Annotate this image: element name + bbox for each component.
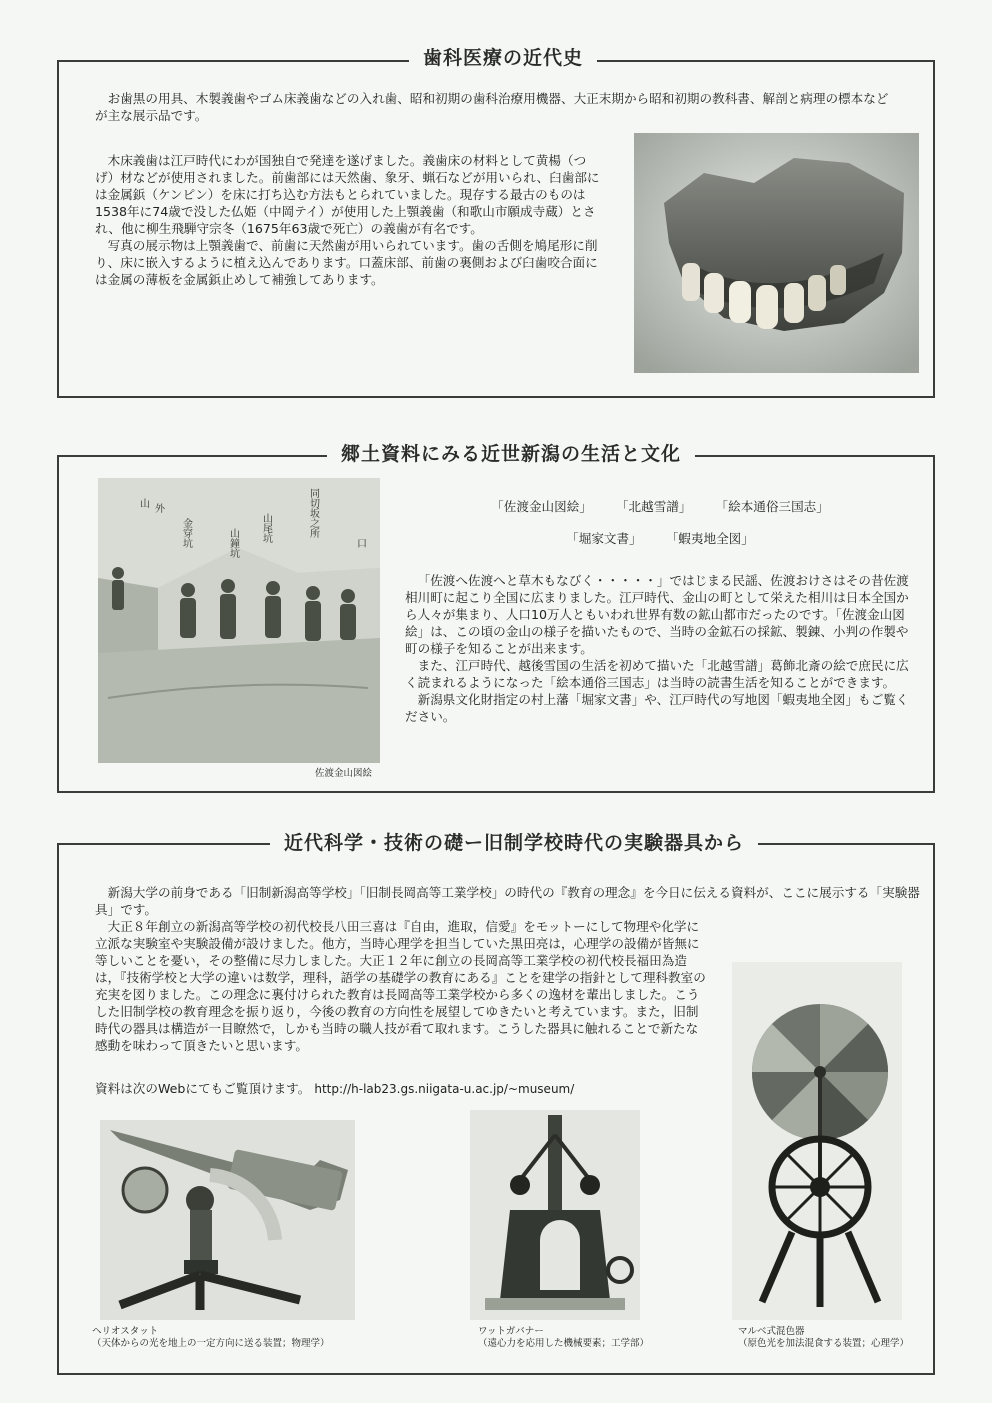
books-row-1 (400, 496, 920, 515)
web-text: 資料は次のWebにてもご覧頂けます。 (95, 1081, 311, 1096)
scroll-label-4: 同切坂之所 (307, 488, 319, 538)
scroll-label-2: 山鐘坑 (227, 528, 239, 558)
sado-kinzan-scroll-image (98, 478, 380, 763)
book-title: 「絵本通俗三国志」 (715, 499, 829, 514)
museum-web-link[interactable]: http://h-lab23.gs.niigata-u.ac.jp/~museum/ (314, 1082, 575, 1096)
books-row-2 (400, 528, 920, 547)
watt-governor-desc: （遠心力を応用した機械要素；工学部） (478, 1338, 650, 1349)
wooden-denture-photo (634, 133, 919, 373)
scroll-label-6: 外 (152, 503, 164, 513)
intro-text: お歯黒の用具、木製義歯やゴム床義歯などの入れ歯、昭和初期の歯科治療用機器、大正末期から昭和初期の教科書、解剖と病理の標本などが主な展示品です。 (95, 91, 889, 123)
education-philosophy-text: 大正８年創立の新潟高等学校の初代校長八田三喜は『自由，進取，信愛』をモットーにして物理や化学に立派な実験室や実験設備が設けました。他方，当時心理学を担当していた黒田亮は，心理学の設備が皆無に等しいことを憂い，その整備に尽力しました。大正１２年に創立の長岡高等工業学校の初代校長福田為造は，『技術学校と大学の違いは数学，理科，語学の基礎学の教育にある』ことを建学の指針として理科教室の充実を図りました。この理念に裏付けられた教育は長岡高等工業学校から多くの逸材を輩出しました。こうした旧制学校の教育理念を振り返り，今後の教育の方向性を展望してゆきたいと考えています。また，旧制時代の器具は構造が一目瞭然で，しかも当時の職人技が看て取れます。こうした器具に触れることで新たな感動を味わって頂きたいと思います。 (95, 919, 706, 1053)
exhibit-denture-text: 写真の展示物は上顎義歯で、前歯に天然歯が用いられています。歯の舌側を鳩尾形に削り、床に嵌入するように植え込んであります。口蓋床部、前歯の裏側および臼歯咬合面には金属の薄板を金属鋲止めして補強してあります。 (95, 238, 598, 287)
web-reference (95, 1080, 715, 1098)
scroll-label-3: 山尾坑 (260, 513, 272, 543)
book-title: 「佐渡金山図絵」 (491, 499, 592, 514)
wooden-denture-text: 木床義歯は江戸時代にわが国独自で発達を遂げました。義歯床の材料として黄楊（つげ）材などが使用されました。前歯部には天然歯、象牙、蝋石などが用いられ、臼歯部には金属鋲（ケンピン）を床に打ち込む方法もとられていました。現存する最古のものは1538年に74歳で没した仏姫（中岡テイ）が使用した上顎義歯（和歌山市願成寺蔵）とされ、他に柳生飛騨守宗冬（1675年63歳で死亡）の義歯が有名です。 (95, 153, 600, 236)
dental-history-title: 歯科医療の近代史 (409, 46, 597, 70)
watt-governor-photo (470, 1110, 640, 1320)
heliostat-caption (92, 1326, 330, 1350)
sado-kinzan-caption: 佐渡金山図絵 (315, 768, 373, 779)
heliostat-desc: （天体からの光を地上の一定方向に送る装置；物理学） (92, 1338, 330, 1349)
hokuetsu-seppu-text: また、江戸時代、越後雪国の生活を初めて描いた「北越雪譜」葛飾北斎の絵で庶民に広く読まれるようになった「絵本通俗三国志」は当時の読書生活を知ることができます。 (405, 658, 909, 690)
color-mixer-name: マルベ式混色器 (738, 1326, 805, 1337)
scroll-label-7: 口 (354, 538, 366, 548)
scroll-painting (98, 478, 380, 763)
governor-illustration (470, 1110, 640, 1320)
book-title: 「堀家文書」 (566, 531, 642, 546)
local-materials-title: 郷土資料にみる近世新潟の生活と文化 (327, 442, 695, 466)
watt-governor-caption (478, 1326, 649, 1350)
sado-okesa-text: 「佐渡へ佐渡へと草木もなびく・・・・・」ではじまる民謡、佐渡おけさはその昔佐渡相川町に起こり全国に広まりました。江戸時代、金山の町として栄えた相川は日本全国から人々が集まり、人口10万人ともいわれ世界有数の鉱山都市だったのです。「佐渡金山図絵」は、この頃の金山の様子を描いたもので、当時の金鉱石の採鉱、製錬、小判の作製や町の様子を知ることが出来ます。 (405, 573, 909, 656)
watt-governor-name: ワットガバナー (478, 1326, 544, 1337)
dental-history-body (95, 152, 605, 288)
heliostat-photo (100, 1120, 355, 1320)
color-mixer-desc: （原色光を加法混食する装置；心理学） (738, 1338, 910, 1349)
scroll-label-1: 金穿坑 (180, 518, 192, 548)
denture-illustration (634, 133, 919, 373)
color-mixer-caption (738, 1326, 909, 1350)
heliostat-illustration (100, 1120, 355, 1320)
local-materials-body (405, 572, 915, 725)
science-instruments-title: 近代科学・技術の礎ー旧制学校時代の実験器具から (270, 831, 758, 855)
scroll-label-5: 山 (137, 498, 149, 508)
dental-history-intro (95, 90, 895, 124)
book-title: 「蝦夷地全図」 (665, 531, 754, 546)
heliostat-name: ヘリオスタット (92, 1326, 159, 1337)
science-intro (95, 884, 925, 918)
hori-documents-text: 新潟県文化財指定の村上藩「堀家文書」や、江戸時代の写地図「蝦夷地全図」もご覧ください。 (405, 692, 909, 724)
science-intro-text: 新潟大学の前身である「旧制新潟高等学校」「旧制長岡高等工業学校」の時代の『教育の理念』を今日に伝える資料が、ここに展示する「実験器具」です。 (95, 885, 920, 917)
science-body (95, 918, 925, 1094)
book-title: 「北越雪譜」 (615, 499, 692, 514)
